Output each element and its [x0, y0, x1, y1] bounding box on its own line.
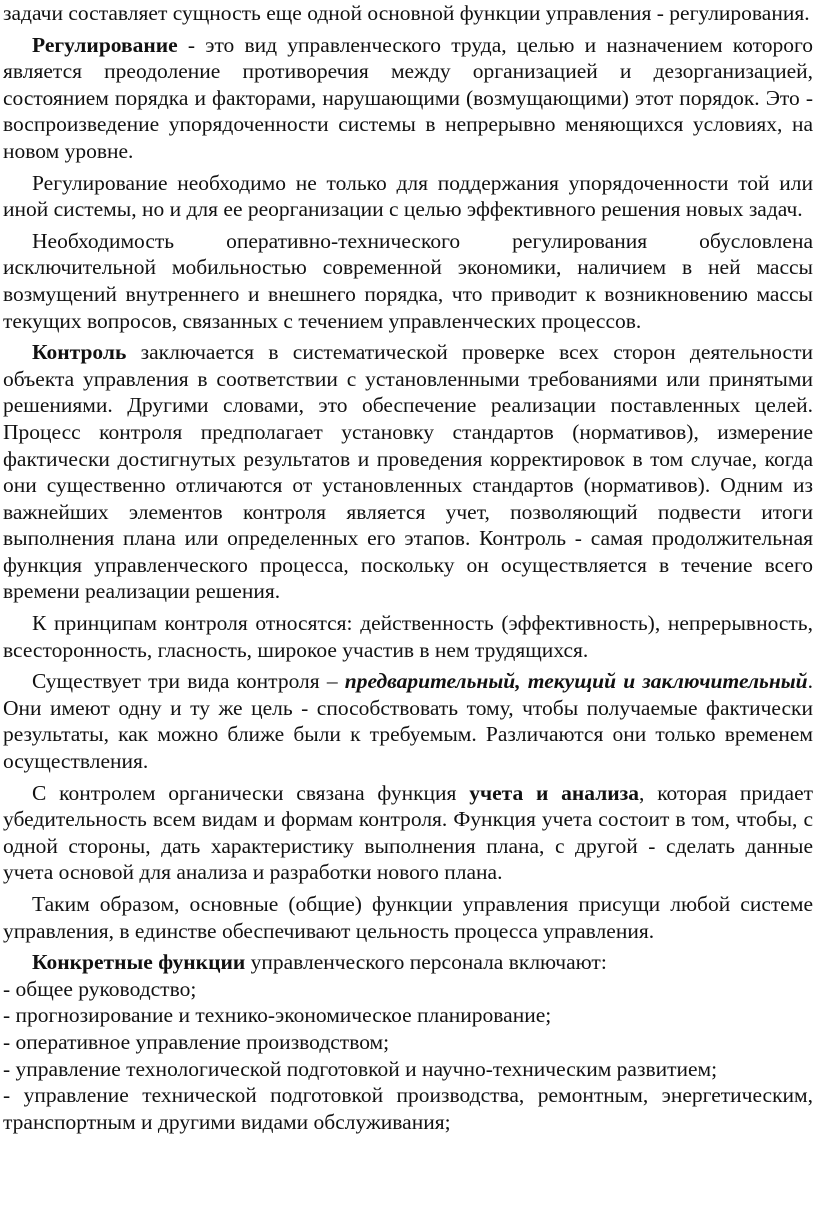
paragraph-text: Таким образом, основные (общие) функции управления присущи любой системе управления, в единстве обеспечивают цельность процесса управления. [3, 892, 813, 943]
paragraph-operational-regulation [3, 228, 813, 334]
paragraph-regulation [3, 32, 813, 165]
paragraph-text: К принципам контроля относятся: действенность (эффективность), непрерывность, всесторонность, гласность, широкое участив в нем трудящихся. [3, 611, 813, 662]
list-item: - прогнозирование и технико-экономическое планирование; [3, 1003, 552, 1028]
list-item: - общее руководство; [3, 976, 197, 1001]
paragraph-text-before: С контролем органически связана функция [32, 780, 470, 805]
term-accounting-analysis: учета и анализа [469, 780, 640, 805]
term-regulation: Регулирование [32, 32, 178, 57]
paragraph-control-principles [3, 610, 813, 663]
list-item: - оперативное управление производством; [3, 1029, 390, 1054]
paragraph-specific-functions [3, 949, 813, 976]
paragraph-text: , которая придает убедительность всем видам и формам контроля. Функция учета состоит в том, чтобы, с одной стороны, дать характеристику выполнения плана, с другой - сделать данные учета основой для анализа и разработки нового плана. [3, 780, 814, 885]
paragraph-control-types [3, 668, 813, 774]
document-page [3, 0, 813, 1135]
paragraph-summary [3, 891, 813, 944]
term-specific-functions: Конкретные функции [32, 950, 246, 975]
list-item: - управление технологической подготовкой и научно-техническим развитием; [3, 1056, 718, 1081]
paragraph-intro [3, 0, 813, 27]
paragraph-text: . Они имеют одну и ту же цель - способствовать тому, чтобы получаемые фактически результаты, как можно ближе были к требуемым. Различаются они только временем осуществления. [3, 669, 813, 774]
list-item: - управление технической подготовкой производства, ремонтным, энергетическим, транспортным и другими видами обслуживания; [3, 1083, 813, 1134]
paragraph-accounting-analysis [3, 780, 813, 886]
paragraph-control [3, 339, 813, 605]
paragraph-regulation-need [3, 170, 813, 223]
paragraph-text: Регулирование необходимо не только для поддержания упорядоченности той или иной системы, но и для ее реорганизации с целью эффективного решения новых задач. [3, 170, 813, 222]
paragraph-text: задачи составляет сущность еще одной основной функции управления - регулирования. [3, 1, 810, 25]
paragraph-text: - это вид управленческого труда, целью и назначением которого является преодоление противоречия между организацией и дезорганизацией, состоянием порядка и факторами, нарушающими (возмущающими) этот порядок. Это - воспроизведение упорядоченности системы в непрерывно меняющихся условиях, на новом уровне. [3, 32, 813, 163]
paragraph-text: Необходимость оперативно-технического регулирования обусловлена исключительной мобильностью современной экономики, наличием в ней массы возмущений внутреннего и внешнего порядка, что приводит к возникновению массы текущих вопросов, связанных с течением управленческих процессов. [3, 228, 813, 333]
paragraph-text-before: Существует три вида контроля – [32, 669, 345, 694]
term-control-types: предварительный, текущий и заключительный [344, 669, 808, 694]
term-control: Контроль [32, 340, 127, 365]
paragraph-text: управленческого персонала включают: [245, 950, 607, 975]
paragraph-text: заключается в систематической проверке всех сторон деятельности объекта управления в соответствии с установленными требованиями или принятыми решениями. Другими словами, это обеспечение реализации поставленных целей. Процесс контроля предполагает установку стандартов (нормативов), измерение фактически достигнутых результатов и проведения корректировок в том случае, когда они существенно отличаются от установленных стандартов (нормативов). Одним из важнейших элементов контроля является учет, позволяющий подвести итоги выполнения плана или определенных его этапов. Контроль - самая продолжительная функция управленческого процесса, поскольку он осуществляется в течение всего времени реализации решения. [3, 340, 813, 604]
